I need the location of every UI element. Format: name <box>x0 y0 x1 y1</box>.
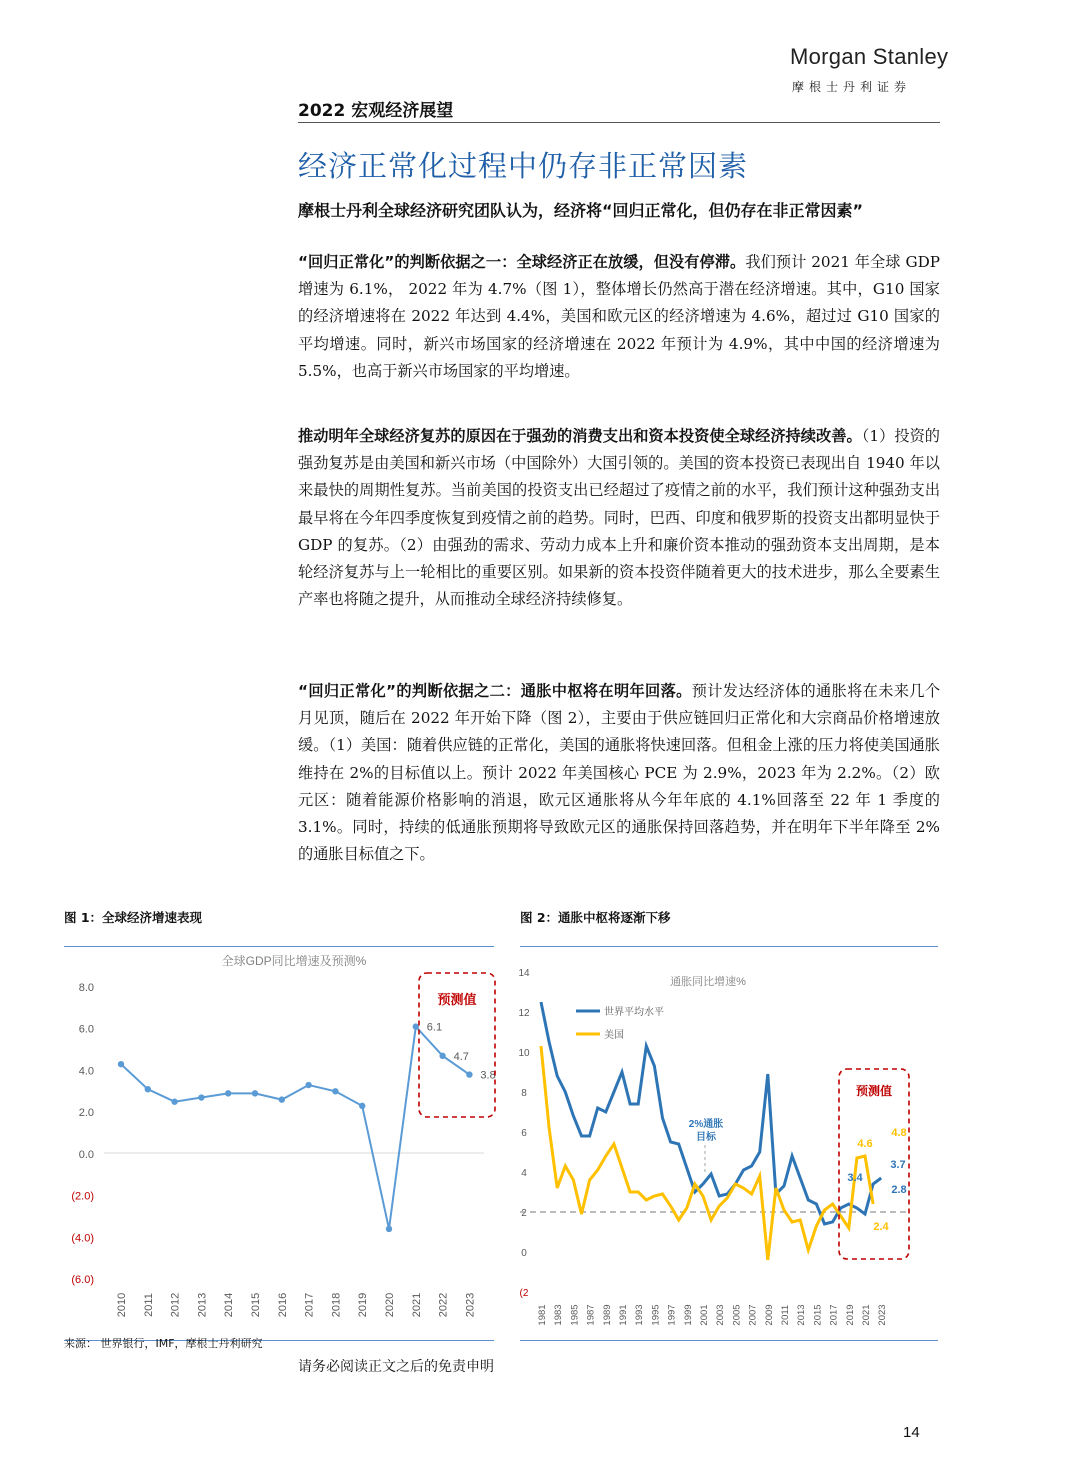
gdp-x-tick: 2017 <box>303 1292 316 1318</box>
inflation-target-label-2: 目标 <box>696 1132 716 1143</box>
gdp-y-ticks <box>71 982 94 1286</box>
gdp-y-tick: 0.0 <box>78 1148 94 1161</box>
gdp-x-tick: 2018 <box>330 1292 343 1318</box>
disclaimer: 请务必阅读正文之后的免责申明 <box>298 1359 494 1375</box>
inflation-x-tick: 1987 <box>585 1304 597 1326</box>
paragraph-2 <box>298 423 940 613</box>
gdp-point <box>305 1082 311 1088</box>
inflation-x-tick: 2021 <box>861 1304 872 1326</box>
gdp-chart <box>64 947 496 1335</box>
inflation-x-tick: 2009 <box>763 1304 775 1326</box>
gdp-x-tick: 2020 <box>384 1292 396 1318</box>
inflation-x-tick: 1999 <box>682 1304 694 1326</box>
gdp-point <box>118 1061 124 1067</box>
inflation-x-tick: 2007 <box>747 1304 759 1326</box>
gdp-x-tick: 2014 <box>223 1292 236 1318</box>
gdp-data-label: 3.8 <box>480 1069 496 1082</box>
inflation-chart <box>508 955 940 1335</box>
inflation-y-tick: 8 <box>521 1088 527 1099</box>
gdp-x-tick: 2019 <box>357 1292 370 1318</box>
inflation-x-tick: 2013 <box>796 1304 808 1326</box>
brand-logo: Morgan Stanley <box>790 44 949 69</box>
inflation-x-tick: 2011 <box>780 1304 791 1326</box>
inflation-data-label: 3.4 <box>847 1172 863 1184</box>
inflation-x-tick: 1983 <box>553 1304 565 1326</box>
legend-us-label: 美国 <box>604 1030 624 1041</box>
gdp-x-ticks <box>116 1293 476 1317</box>
gdp-y-tick: 8.0 <box>78 982 94 994</box>
gdp-x-tick: 2022 <box>437 1292 450 1318</box>
inflation-data-label: 3.7 <box>890 1159 906 1171</box>
us-inflation-line <box>541 1046 873 1260</box>
gdp-point <box>439 1053 445 1059</box>
inflation-data-label: 4.6 <box>857 1138 873 1150</box>
inflation-x-tick: 1993 <box>634 1304 646 1326</box>
paragraph-1 <box>298 249 940 385</box>
inflation-y-tick: (2 <box>519 1288 529 1299</box>
gdp-x-tick: 2012 <box>169 1292 182 1318</box>
figure-2-title: 图 2：通胀中枢将逐渐下移 <box>520 910 671 925</box>
inflation-target-label-1: 2%通胀 <box>688 1119 724 1130</box>
inflation-y-tick: 0 <box>521 1248 527 1259</box>
inflation-y-tick: 4 <box>521 1168 527 1179</box>
inflation-x-tick: 1989 <box>601 1304 613 1326</box>
inflation-y-tick: 6 <box>521 1128 527 1139</box>
gdp-y-tick: (4.0) <box>71 1232 94 1245</box>
gdp-series-line <box>121 1027 469 1229</box>
gdp-point <box>466 1071 472 1077</box>
gdp-point <box>252 1090 258 1096</box>
gdp-x-tick: 2013 <box>196 1292 209 1318</box>
inflation-x-ticks <box>537 1304 888 1325</box>
page-subtitle: 摩根士丹利全球经济研究团队认为，经济将“回归正常化，但仍存在非正常因素” <box>298 201 864 220</box>
legend-world-label: 世界平均水平 <box>604 1007 664 1018</box>
gdp-y-tick: 6.0 <box>78 1023 94 1036</box>
inflation-x-tick: 2023 <box>877 1304 889 1326</box>
inflation-x-tick: 1995 <box>650 1304 662 1326</box>
inflation-y-tick: 12 <box>518 1008 530 1019</box>
inflation-x-tick: 2015 <box>812 1304 824 1326</box>
paragraph-2-body: （1）投资的强劲复苏是由美国和新兴市场（中国除外）大国引领的。美国的资本投资已表现出自 1940 年以来最快的周期性复苏。当前美国的投资支出已经超过了疫情之前的水平，我们预计这种强劲支出最早将在今年四季度恢复到疫情之前的趋势。同时，巴西、印度和俄罗斯的投资支出都明显快于 GDP 的复苏。（2）由强劲的需求、劳动力成本上升和廉价资本推动的强劲资本支出周期，是本轮经济复苏与上一轮相比的重要区别。如果新的资本投资伴随着更大的技术进步，那么全要素生产率也将随之提升，从而推动全球经济持续修复。 <box>298 427 940 609</box>
gdp-point <box>332 1088 338 1094</box>
inflation-y-tick: 2 <box>521 1208 527 1219</box>
gdp-point <box>413 1023 419 1029</box>
gdp-points <box>118 1023 473 1232</box>
gdp-data-label: 4.7 <box>453 1050 469 1063</box>
paragraph-1-body: 我们预计 2021 年全球 GDP 增速为 6.1%， 2022 年为 4.7%（图 1），整体增长仍然高于潜在经济增速。其中，G10 国家的经济增速将在 2022 年达到 4.4%，美国和欧元区的经济增速为 4.6%，超过过 G10 国家的平均增速。同时，新兴市场国家的经济增速在 2022 年预计为 4.9%，其中中国的经济增速为 5.5%，也高于新兴市场国家的平均增速。 <box>298 253 940 380</box>
gdp-data-labels <box>427 1022 496 1082</box>
brand-logo-cn: 摩根士丹利证券 <box>792 80 912 94</box>
gdp-point <box>359 1103 365 1109</box>
page-title: 经济正常化过程中仍存非正常因素 <box>298 149 749 183</box>
gdp-x-tick: 2021 <box>410 1292 423 1318</box>
gdp-x-tick: 2011 <box>142 1293 155 1317</box>
gdp-data-label: 6.1 <box>426 1021 443 1034</box>
paragraph-2-lead: 推动明年全球经济复苏的原因在于强劲的消费支出和资本投资使全球经济持续改善。 <box>298 427 862 445</box>
page-number: 14 <box>903 1424 920 1441</box>
figure-1-title: 图 1：全球经济增速表现 <box>64 910 203 925</box>
figure-2-rule <box>520 946 938 947</box>
inflation-x-tick: 2001 <box>699 1304 710 1326</box>
inflation-data-label: 2.8 <box>891 1184 907 1196</box>
gdp-point <box>145 1086 151 1092</box>
inflation-chart-title: 通胀同比增速% <box>670 976 746 988</box>
gdp-point <box>198 1094 204 1100</box>
gdp-point <box>386 1226 392 1232</box>
source-note: 来源： 世界银行，IMF，摩根士丹利研究 <box>64 1337 263 1350</box>
paragraph-3 <box>298 678 940 868</box>
gdp-y-tick: (6.0) <box>71 1274 94 1286</box>
gdp-x-tick: 2016 <box>276 1292 289 1318</box>
inflation-y-tick: 14 <box>518 968 530 979</box>
inflation-x-tick: 2005 <box>731 1304 743 1326</box>
report-title: 2022 宏观经济展望 <box>298 101 454 121</box>
paragraph-3-lead: “回归正常化”的判断依据之二：通胀中枢将在明年回落。 <box>298 682 692 700</box>
inflation-x-tick: 2017 <box>828 1304 840 1326</box>
inflation-x-tick: 1981 <box>537 1304 548 1326</box>
inflation-data-label: 2.4 <box>873 1221 889 1233</box>
gdp-point <box>225 1090 231 1096</box>
inflation-x-tick: 1985 <box>569 1304 581 1326</box>
inflation-x-tick: 1991 <box>618 1304 629 1326</box>
header-rule <box>298 122 940 123</box>
gdp-x-tick: 2023 <box>464 1292 477 1318</box>
gdp-chart-title: 全球GDP同比增速及预测% <box>221 954 367 968</box>
figure-2-bottom-rule <box>520 1340 938 1341</box>
inflation-x-tick: 1997 <box>666 1304 678 1326</box>
paragraph-3-body: 预计发达经济体的通胀将在未来几个月见顶，随后在 2022 年开始下降（图 2），主要由于供应链回归正常化和大宗商品价格增速放缓。（1）美国：随着供应链的正常化，美国的通胀将快速回落。但租金上涨的压力将使美国通胀维持在 2%的目标值以上。预计 2022 年美国核心 PCE 为 2.9%，2023 年为 2.2%。（2）欧元区：随着能源价格影响的消退，欧元区通胀将从今年年底的 4.1%回落至 22 年 1 季度的 3.1%。同时，持续的低通胀预期将导致欧元区的通胀保持回落趋势，并在明年下半年降至 2%的通胀目标值之下。 <box>298 682 941 864</box>
gdp-y-tick: 4.0 <box>78 1065 94 1078</box>
inflation-x-tick: 2019 <box>844 1304 856 1326</box>
inflation-forecast-label: 预测值 <box>855 1084 893 1098</box>
inflation-x-tick: 2003 <box>715 1304 727 1326</box>
gdp-x-tick: 2010 <box>116 1292 128 1318</box>
gdp-x-tick: 2015 <box>250 1292 262 1318</box>
inflation-data-label: 4.8 <box>891 1127 907 1139</box>
gdp-y-tick: (2.0) <box>71 1190 94 1203</box>
inflation-y-tick: 10 <box>518 1048 530 1059</box>
gdp-point <box>171 1099 177 1105</box>
gdp-y-tick: 2.0 <box>78 1107 94 1120</box>
inflation-y-ticks <box>518 968 530 1299</box>
gdp-forecast-label: 预测值 <box>437 992 477 1007</box>
gdp-point <box>279 1096 285 1102</box>
paragraph-1-lead: “回归正常化”的判断依据之一：全球经济正在放缓，但没有停滞。 <box>298 253 746 271</box>
